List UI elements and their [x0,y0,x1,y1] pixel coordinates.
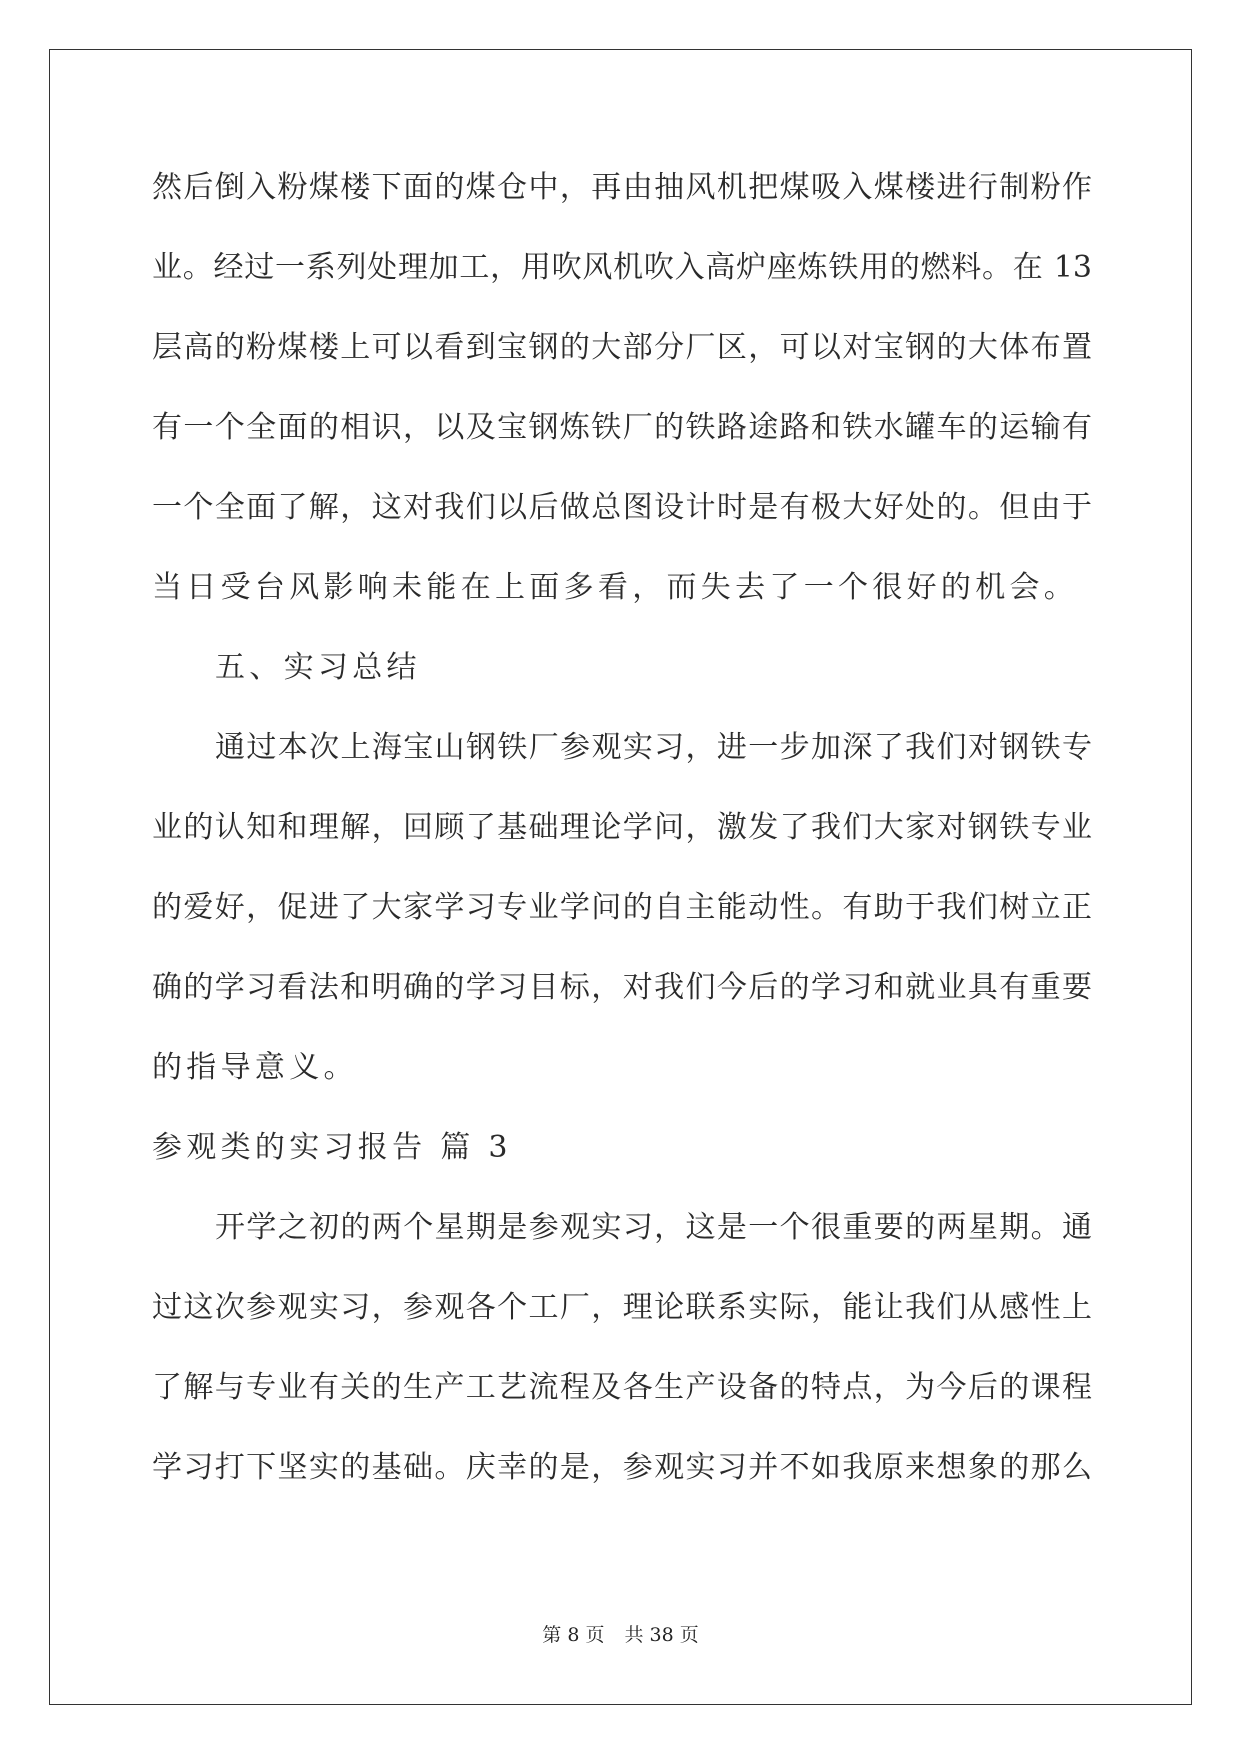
page-total: 共 38 页 [624,1624,699,1646]
body-line: 一个全面了解，这对我们以后做总图设计时是有极大好处的。但由于 [152,490,1092,525]
page-number: 第 8 页 [542,1624,605,1646]
body-line: 有一个全面的相识，以及宝钢炼铁厂的铁路途路和铁水罐车的运输有 [152,410,1092,445]
body-line: 业。经过一系列处理加工，用吹风机吹入高炉座炼铁用的燃料。在 13 [152,250,1092,285]
body-line: 了解与专业有关的生产工艺流程及各生产设备的特点，为今后的课程 [152,1370,1092,1405]
body-line: 层高的粉煤楼上可以看到宝钢的大部分厂区，可以对宝钢的大体布置 [152,330,1092,365]
body-line: 开学之初的两个星期是参观实习，这是一个很重要的两星期。通 [215,1210,1092,1245]
body-line: 过这次参观实习，参观各个工厂，理论联系实际，能让我们从感性上 [152,1290,1092,1325]
body-line: 确的学习看法和明确的学习目标，对我们今后的学习和就业具有重要 [152,970,1092,1005]
body-line: 学习打下坚实的基础。庆幸的是，参观实习并不如我原来想象的那么 [152,1450,1092,1485]
body-line: 当日受台风影响未能在上面多看，而失去了一个很好的机会。 [152,570,1079,605]
body-line: 业的认知和理解，回顾了基础理论学问，激发了我们大家对钢铁专业 [152,810,1092,845]
body-line: 通过本次上海宝山钢铁厂参观实习，进一步加深了我们对钢铁专 [215,730,1092,765]
body-line: 的爱好，促进了大家学习专业学问的自主能动性。有助于我们树立正 [152,890,1092,925]
body-line: 然后倒入粉煤楼下面的煤仓中，再由抽风机把煤吸入煤楼进行制粉作 [152,170,1092,205]
section-heading: 五、实习总结 [215,650,421,685]
body-line: 的指导意义。 [152,1050,358,1085]
article-title: 参观类的实习报告 篇 3 [152,1130,512,1165]
page-footer [0,1623,1241,1647]
